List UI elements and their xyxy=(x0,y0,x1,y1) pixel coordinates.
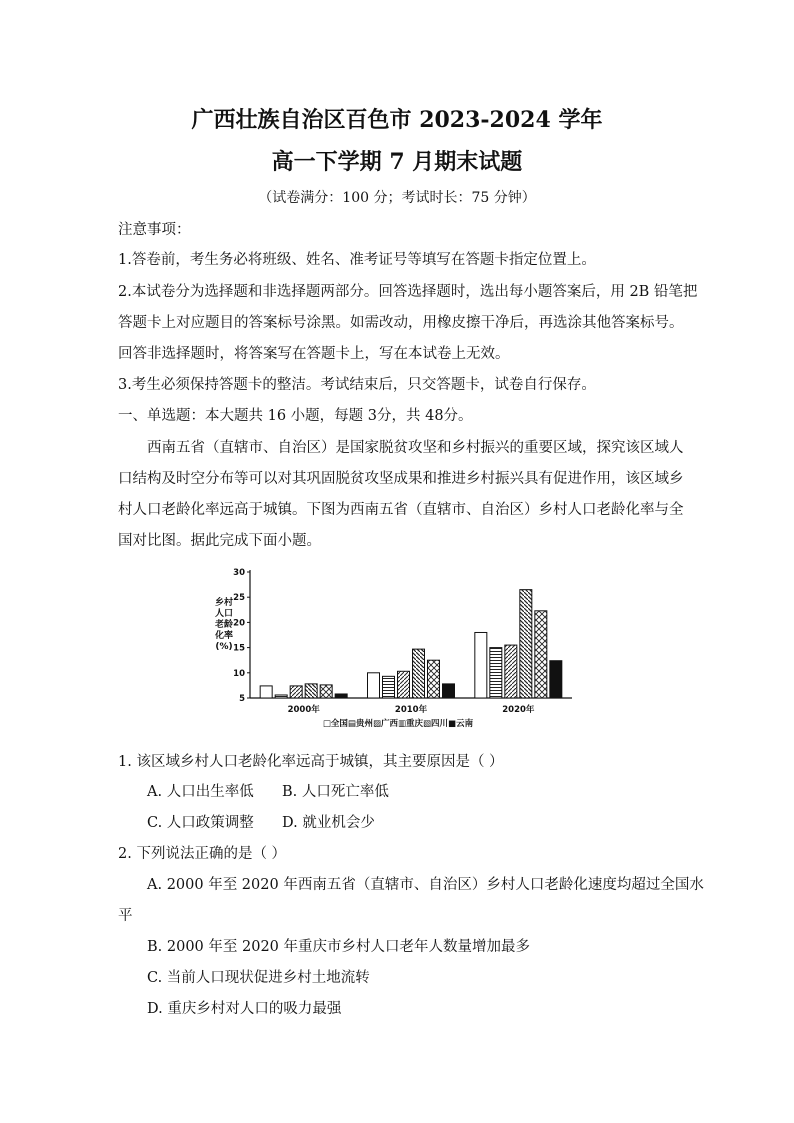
bar-1-1 xyxy=(260,686,272,698)
bar-2-4 xyxy=(413,649,425,698)
exam-info: （试卷满分：100 分；考试时长：75 分钟） xyxy=(258,190,536,206)
chart-bars xyxy=(260,590,562,698)
q1-option-b: B. 人口死亡率低 xyxy=(282,784,389,800)
q2-option-d: D. 重庆乡村对人口的吸力最强 xyxy=(147,1001,342,1017)
notice-item-2-line3: 回答非选择题时，将答案写在答题卡上，写在本试卷上无效。 xyxy=(118,346,510,362)
bar-1-5 xyxy=(320,685,332,698)
x-tick-label: 2010年 xyxy=(394,705,428,715)
x-tick-label: 2020年 xyxy=(502,705,535,715)
y-tick-label: 20 xyxy=(233,618,245,629)
bar-2-3 xyxy=(398,671,410,698)
passage-line3: 村人口老龄化率远高于城镇。下图为西南五省（直辖市、自治区）乡村人口老龄化率与全 xyxy=(118,502,684,518)
y-tick-label: 15 xyxy=(233,643,245,654)
bar-1-4 xyxy=(305,684,317,698)
q2-option-a-line1: A. 2000 年至 2020 年西南五省（直辖市、自治区）乡村人口老龄化速度均超过全国水 xyxy=(147,877,704,893)
q1-stem: 1. 该区域乡村人口老龄化率远高于城镇，其主要原因是（ ） xyxy=(118,754,504,770)
bar-2-5 xyxy=(428,660,440,698)
bar-3-3 xyxy=(505,645,517,698)
passage-line1: 西南五省（直辖市、自治区）是国家脱贫攻坚和乡村振兴的重要区域，探究该区域人 xyxy=(147,440,684,456)
q2-option-c: C. 当前人口现状促进乡村土地流转 xyxy=(147,970,370,986)
aging-rate-bar-chart xyxy=(212,560,582,740)
exam-title-line1: 广西壮族自治区百色市 2023-2024 学年 xyxy=(191,107,603,133)
q2-option-a-line2: 平 xyxy=(118,908,133,924)
bar-3-6 xyxy=(550,661,562,698)
passage-line4: 国对比图。据此完成下面小题。 xyxy=(118,533,321,549)
q1-option-c: C. 人口政策调整 xyxy=(147,815,254,831)
q1-option-a: A. 人口出生率低 xyxy=(147,784,254,800)
passage-line2: 口结构及时空分布等可以对其巩固脱贫攻坚成果和推进乡村振兴具有促进作用，该区域乡 xyxy=(118,471,684,487)
q2-stem: 2. 下列说法正确的是（ ） xyxy=(118,846,287,862)
y-tick-label: 10 xyxy=(233,668,245,679)
y-tick-label: 30 xyxy=(233,568,245,578)
section-heading: 一、单选题：本大题共 16 小题，每题 3分，共 48分。 xyxy=(118,408,473,424)
bar-1-2 xyxy=(275,695,287,698)
y-tick-label: 5 xyxy=(239,694,245,704)
q1-option-d: D. 就业机会少 xyxy=(282,815,375,831)
chart-y-axis-label: 乡村人口老龄化率(%) xyxy=(215,598,234,652)
bar-2-2 xyxy=(383,676,395,698)
bar-1-6 xyxy=(335,694,347,698)
q2-option-b: B. 2000 年至 2020 年重庆市乡村人口老年人数量增加最多 xyxy=(147,939,531,955)
exam-title-line2: 高一下学期 7 月期末试题 xyxy=(271,149,523,175)
notice-heading: 注意事项： xyxy=(118,222,191,238)
bar-3-5 xyxy=(535,611,547,698)
bar-2-1 xyxy=(368,673,380,698)
x-tick-label: 2000年 xyxy=(287,705,320,715)
chart-legend: □全国▤贵州▨广西▥重庆▧四川■云南 xyxy=(322,719,474,729)
y-tick-label: 25 xyxy=(233,593,245,604)
bar-1-3 xyxy=(290,686,302,698)
notice-item-1: 1.答卷前，考生务必将班级、姓名、准考证号等填写在答题卡指定位置上。 xyxy=(118,252,596,268)
notice-item-2-line2: 答题卡上对应题目的答案标号涂黑。如需改动，用橡皮擦干净后，再选涂其他答案标号。 xyxy=(118,315,684,331)
bar-2-6 xyxy=(443,684,455,698)
bar-3-1 xyxy=(475,632,487,698)
bar-3-2 xyxy=(490,648,502,698)
notice-item-2-line1: 2.本试卷分为选择题和非选择题两部分。回答选择题时，选出每小题答案后，用 2B 铅笔把 xyxy=(118,284,698,300)
bar-3-4 xyxy=(520,590,532,698)
notice-item-3: 3.考生必须保持答题卡的整洁。考试结束后，只交答题卡，试卷自行保存。 xyxy=(118,377,596,393)
